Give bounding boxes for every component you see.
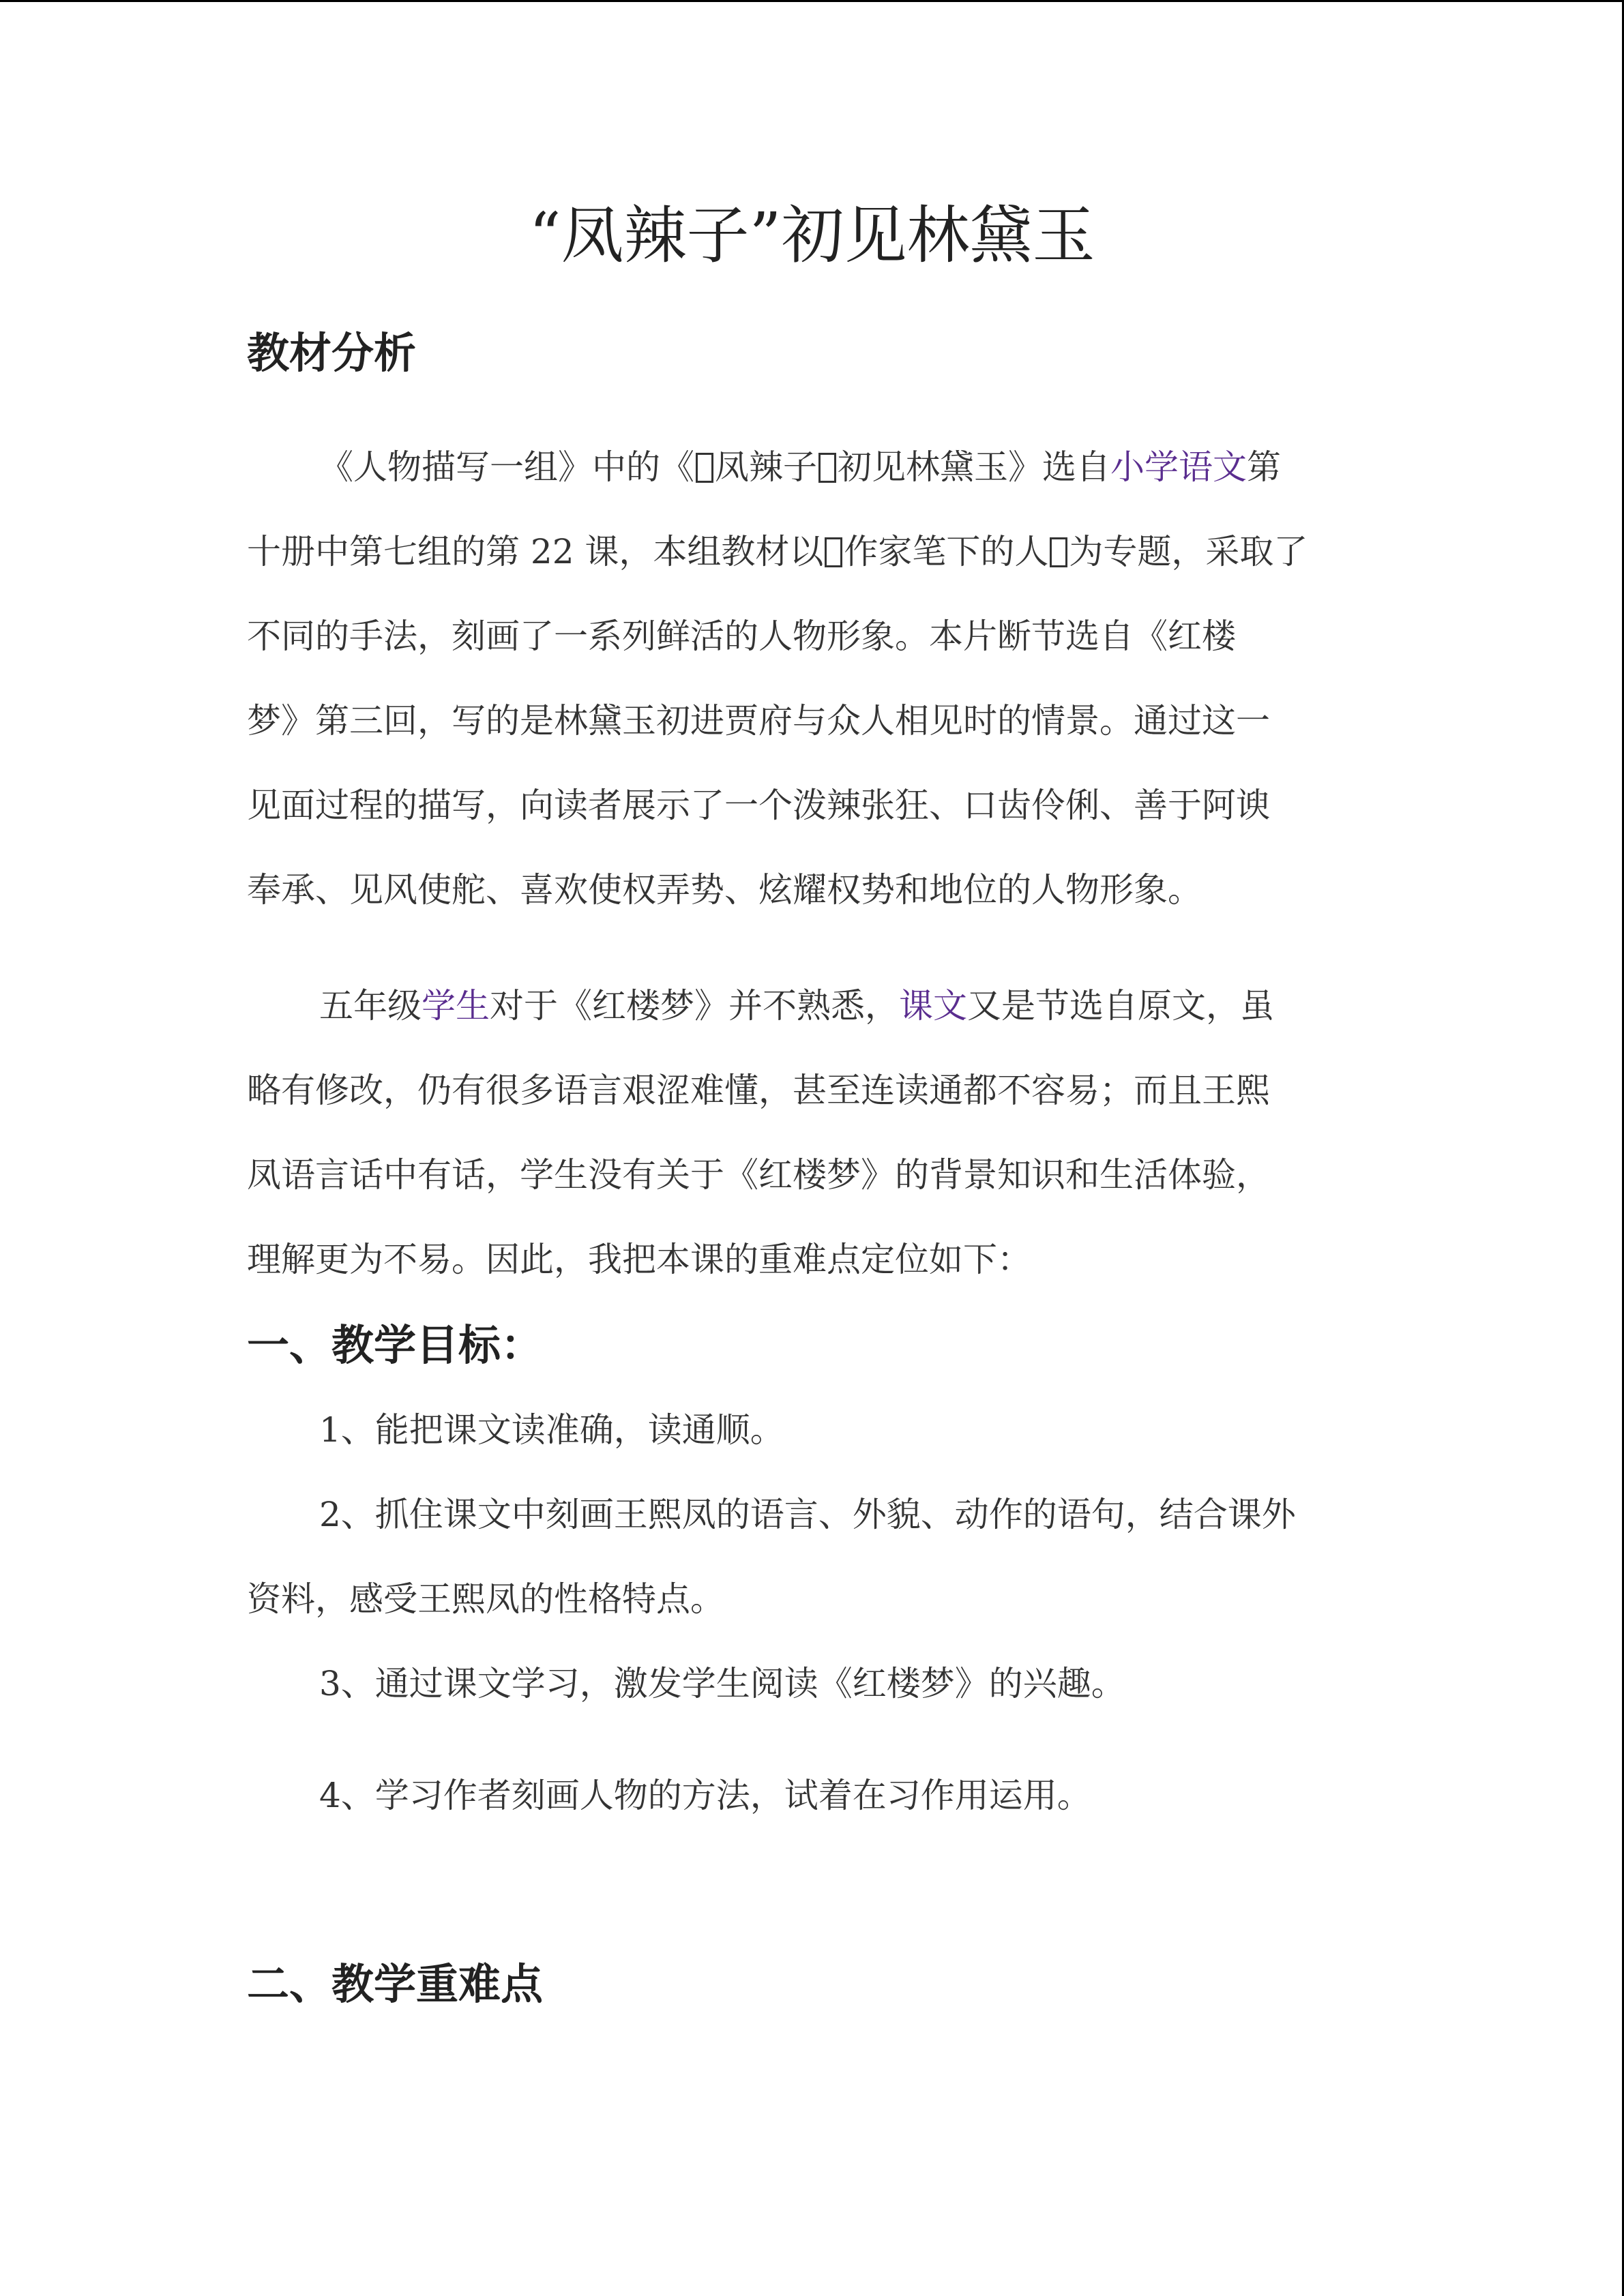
- analysis-paragraph-2: [247, 964, 1379, 1302]
- paragraph-line: 见面过程的描写，向读者展示了一个泼辣张狂、口齿伶俐、善于阿谀: [247, 786, 1270, 825]
- missing-glyph-box: [818, 453, 836, 483]
- missing-glyph-box: [825, 537, 842, 567]
- paragraph-line: 不同的手法，刻画了一系列鲜活的人物形象。本片断节选自《红楼: [247, 616, 1236, 656]
- link-text[interactable]: 课文: [899, 986, 967, 1026]
- paragraph-line: 十册中第七组的第 22 课，本组教材以 作家笔下的人 为专题，采取了: [247, 532, 1308, 571]
- paragraph-line: 凤语言话中有话，学生没有关于《红楼梦》的背景知识和生活体验，: [247, 1155, 1270, 1195]
- missing-glyph-box: [696, 453, 713, 483]
- paragraph-line: 略有修改，仍有很多语言艰涩难懂，甚至连读通都不容易；而且王熙: [247, 1071, 1270, 1110]
- goal-item-1: 1、能把课文读准确，读通顺。: [319, 1410, 784, 1450]
- paragraph-line: 奉承、见风使舵、喜欢使权弄势、炫耀权势和地位的人物形象。: [247, 870, 1202, 910]
- analysis-paragraph-1: [247, 425, 1379, 932]
- goal-item-2: 2、抓住课文中刻画王熙凤的语言、外貌、动作的语句，结合课外 资料，感受王熙凤的性格特点。: [247, 1495, 1296, 1619]
- link-primary-chinese[interactable]: 小学语文: [1110, 447, 1247, 487]
- paragraph-line: 《人物描写一组》中的《 凤辣子 初见林黛玉》选自小学语文第: [319, 447, 1281, 487]
- paragraph-line: 理解更为不易。因此，我把本课的重难点定位如下：: [247, 1240, 1031, 1279]
- heading-teaching-goals: 一、教学目标：: [247, 1320, 544, 1370]
- goal-item-4: 4、学习作者刻画人物的方法，试着在习作用运用。: [319, 1776, 1091, 1815]
- heading-key-difficulties: 二、教学重难点: [247, 1959, 544, 2009]
- document-title: “凤辣子”初见林黛玉: [529, 199, 1095, 272]
- link-students[interactable]: 学生: [422, 986, 490, 1026]
- missing-glyph-box: [1050, 537, 1067, 567]
- paragraph-line: 梦》第三回，写的是林黛玉初进贾府与众人相见时的情景。通过这一: [247, 701, 1270, 741]
- paragraph-line: 五年级学生对于《红楼梦》并不熟悉，课文又是节选自原文，虽: [319, 986, 1274, 1026]
- goal-item-3: 3、通过课文学习，激发学生阅读《红楼梦》的兴趣。: [319, 1664, 1125, 1703]
- heading-textbook-analysis: 教材分析: [247, 328, 417, 378]
